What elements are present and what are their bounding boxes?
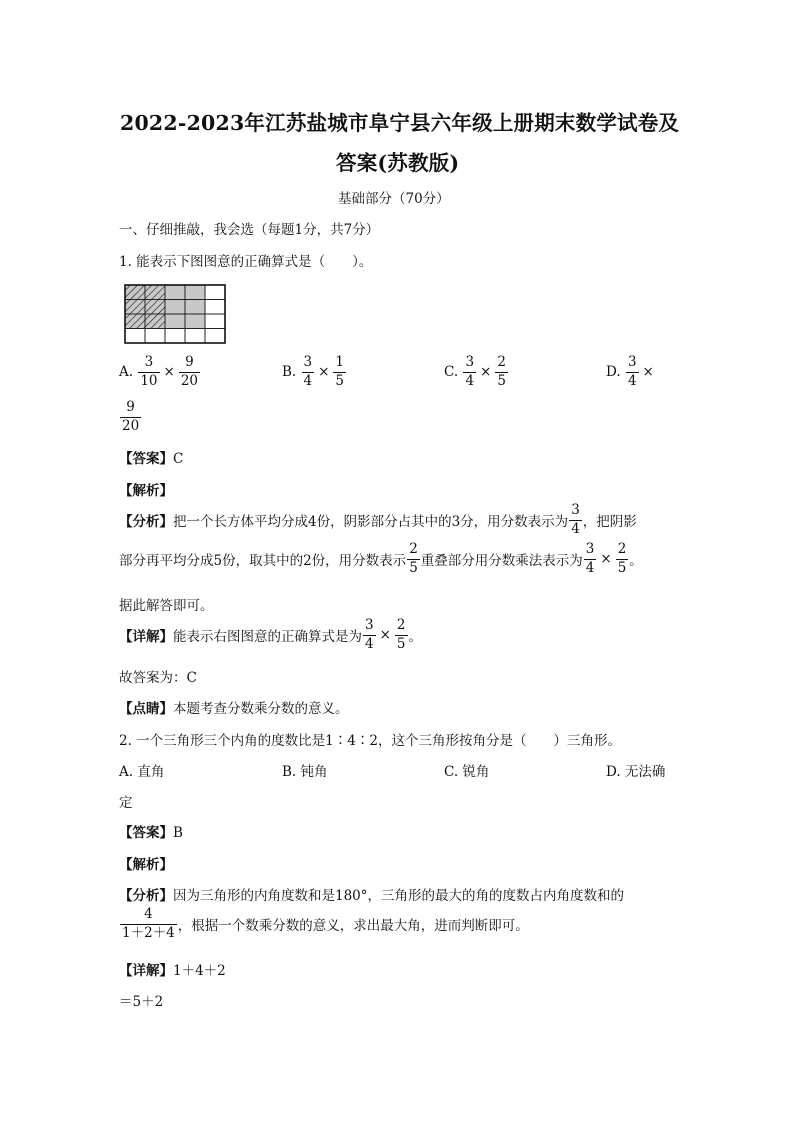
analysis-text-line2 [119,543,643,575]
grid-cell [205,300,225,315]
q2-analysis-label: 【解析】 [119,857,173,873]
grid-cell [185,285,205,300]
denominator: 5 [617,559,627,576]
numerator: 2 [395,619,408,636]
question-1-grid-figure [124,284,226,344]
grid-cell [205,285,225,300]
times-sign: × [379,627,391,643]
denominator: 5 [396,635,406,652]
denominator: 20 [180,372,199,389]
grid-cell [185,329,205,344]
q2-calc-line: ＝5＋2 [119,994,164,1010]
q2-option-d: D. 无法确 [606,764,666,780]
q2-option-d-continued: 定 [119,795,133,811]
grid-cell [185,300,205,315]
denominator: 4 [365,635,374,652]
fraction [569,504,582,536]
denominator: 4 [465,372,475,389]
grid-cell [145,329,165,344]
option-d-label: D. [606,364,621,380]
q2-detail-line [119,959,226,979]
numerator: 3 [569,504,582,521]
fraction [120,908,177,940]
denominator: 4 [585,559,595,576]
option-c-label: C. [444,364,459,380]
grid-cell [165,314,185,329]
grid-cell-hatched [125,285,145,300]
denominator: 20 [122,417,140,434]
denominator: 10 [140,372,158,389]
option-b-label: B. [282,364,297,380]
subtitle: 基础部分（70分） [338,191,450,207]
question-1-stem: 1. 能表示下图图意的正确算式是（ ）。 [119,254,373,270]
numerator: 4 [120,908,177,925]
q2-analysis-line1 [119,884,624,904]
times-sign: × [600,551,612,567]
q2-option-a: A. 直角 [119,764,165,780]
numerator: 2 [495,356,508,373]
page-title-line1: 2022-2023年江苏盐城市阜宁县六年级上册期末数学试卷及 [120,111,680,135]
fraction [616,543,629,575]
grid-cell-hatched [145,300,165,315]
numerator: 2 [616,543,629,560]
fenxi-label: 【分析】 [119,514,173,530]
fenxi-text: 把一个长方体平均分成4份，阴影部分占其中的3分，用分数表示为 [173,514,569,530]
grid-cell-hatched [125,314,145,329]
times-sign: × [642,364,654,380]
fraction [179,356,200,388]
question-2-stem: 2. 一个三角形三个内角的度数比是1∶4∶2，这个三角形按角分是（ ）三角形。 [119,733,621,749]
grid-cell [165,285,185,300]
numerator: 9 [179,356,200,373]
option-a [119,356,201,388]
xiangjie-text: 1＋4＋2 [173,963,226,979]
grid-cell-hatched [145,285,165,300]
denominator: 4 [303,372,313,389]
grid-cell [125,329,145,344]
q2-analysis-line2 [119,908,529,940]
page-title-line2: 答案(苏教版) [336,151,460,175]
numerator: 3 [302,356,315,373]
grid-cell [165,300,185,315]
numerator: 9 [120,401,141,418]
answer-label: 【答案】 [119,825,173,841]
option-c [444,356,509,388]
dianjing-line [119,697,349,717]
denominator: 5 [497,372,506,389]
option-d [606,356,657,388]
dianjing-text: 本题考查分数乘分数的意义。 [173,701,349,717]
fenxi-text: 。 [629,553,643,569]
answer-line [119,447,183,467]
xiangjie-text: 能表示右图图意的正确算式是为 [173,629,362,645]
final-answer: 故答案为：C [119,670,197,686]
numerator: 3 [626,356,639,373]
times-sign: × [480,364,492,380]
answer-value: B [173,825,183,841]
times-sign: × [318,364,330,380]
xiangjie-label: 【详解】 [119,629,173,645]
grid-cell [185,314,205,329]
option-b [282,356,347,388]
fraction [333,356,346,388]
fraction [395,619,408,651]
fraction [302,356,315,388]
fraction [407,543,420,575]
fenxi-text: 重叠部分用分数乘法表示为 [420,553,583,569]
fraction [584,543,597,575]
fenxi-text: 因为三角形的内角度数和是180°，三角形的最大的角的度数占内角度数和的 [173,888,625,904]
fenxi-text: ，根据一个数乘分数的意义，求出最大角，进而判断即可。 [177,918,529,934]
numerator: 3 [463,356,476,373]
analysis-text-line3: 据此解答即可。 [119,598,214,614]
numerator: 3 [138,356,159,373]
option-a-label: A. [119,364,134,380]
fraction [626,356,639,388]
option-d-continued [119,401,142,433]
q2-answer-line [119,821,183,841]
grid-cell [205,314,225,329]
grid-cell [205,329,225,344]
q2-option-c: C. 锐角 [444,764,490,780]
numerator: 3 [363,619,376,636]
denominator: 4 [627,372,637,389]
fraction [463,356,476,388]
fenxi-text: 部分再平均分成5份，取其中的2份，用分数表示 [119,553,407,569]
dianjing-label: 【点睛】 [119,701,173,717]
numerator: 3 [584,543,597,560]
denominator: 1＋2＋4 [122,924,175,941]
denominator: 5 [335,372,345,389]
xiangjie-label: 【详解】 [119,963,173,979]
grid-cell [165,329,185,344]
numerator: 1 [333,356,346,373]
section-heading: 一、仔细推敲，我会选（每题1分，共7分） [119,222,380,238]
denominator: 5 [409,559,418,576]
fraction [363,619,376,651]
q2-option-b: B. 钝角 [282,764,328,780]
grid-cell-hatched [125,300,145,315]
detail-line [119,619,422,651]
answer-label: 【答案】 [119,451,173,467]
answer-value: C [173,451,184,467]
numerator: 2 [407,543,420,560]
xiangjie-text: 。 [408,629,422,645]
analysis-label: 【解析】 [119,483,173,499]
fenxi-label: 【分析】 [119,888,173,904]
denominator: 4 [571,520,580,537]
fraction [138,356,159,388]
fraction [495,356,508,388]
grid-cell-hatched [145,314,165,329]
fenxi-text: ，把阴影 [582,514,637,530]
analysis-text-line1 [119,504,637,536]
times-sign: × [163,364,175,380]
fraction [120,401,141,433]
